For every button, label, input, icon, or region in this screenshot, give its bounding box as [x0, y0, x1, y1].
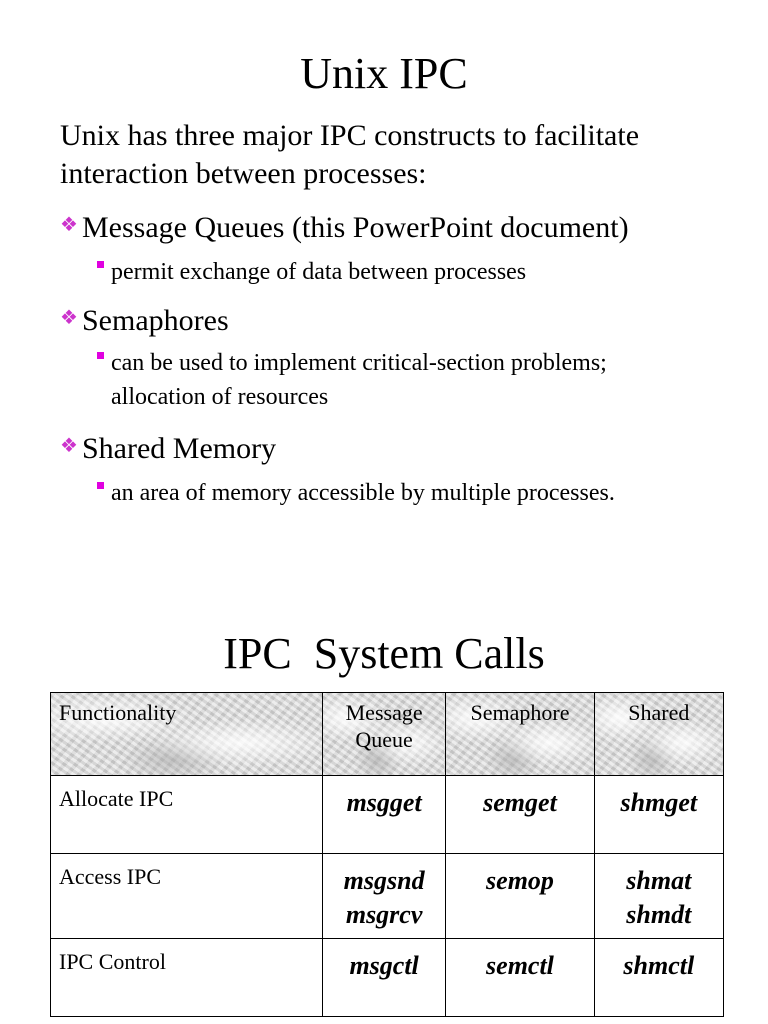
cell-functionality: Allocate IPC	[51, 776, 323, 854]
square-bullet-icon	[97, 482, 104, 489]
cell-message-queue: msgctl	[322, 939, 445, 1017]
bullet-semaphores	[60, 300, 229, 339]
table-header-row	[51, 693, 724, 776]
header-semaphore: Semaphore	[446, 693, 594, 776]
bullet-message-queues	[60, 207, 629, 246]
sub-bullet-shared-memory	[97, 476, 671, 510]
cell-semaphore: semget	[446, 776, 594, 854]
table-row	[51, 939, 724, 1017]
intro-text: Unix has three major IPC constructs to facilitate interaction between processes:	[60, 119, 640, 190]
slide-title-ipc-system-calls: IPC System Calls	[223, 629, 545, 678]
diamond-bullet-icon: ❖	[60, 435, 78, 457]
cell-semaphore: semop	[446, 854, 594, 939]
sub-bullet-text: can be used to implement critical-section problems; allocation of resources	[111, 350, 607, 410]
cell-functionality: IPC Control	[51, 939, 323, 1017]
slide-title-unix-ipc: Unix IPC	[300, 49, 468, 98]
header-shared: Shared	[594, 693, 723, 776]
bullet-shared-memory	[60, 428, 276, 467]
cell-shared: shmget	[594, 776, 723, 854]
cell-semaphore: semctl	[446, 939, 594, 1017]
cell-message-queue: msgget	[322, 776, 445, 854]
diamond-bullet-icon: ❖	[60, 307, 78, 329]
square-bullet-icon	[97, 352, 104, 359]
sub-bullet-text: an area of memory accessible by multiple processes.	[111, 480, 615, 506]
sub-bullet-message-queues	[97, 255, 671, 289]
sub-bullet-text: permit exchange of data between processes	[111, 259, 527, 285]
cell-shared: shmat shmdt	[594, 854, 723, 939]
cell-message-queue: msgsnd msgrcv	[322, 854, 445, 939]
header-message-queue: Message Queue	[322, 693, 445, 776]
sub-bullet-semaphores	[97, 346, 671, 414]
table-row	[51, 854, 724, 939]
table-row	[51, 776, 724, 854]
square-bullet-icon	[97, 261, 104, 268]
cell-shared: shmctl	[594, 939, 723, 1017]
diamond-bullet-icon: ❖	[60, 214, 78, 236]
ipc-system-calls-table	[50, 692, 724, 1017]
bullet-label: Message Queues (this PowerPoint document)	[82, 211, 629, 244]
bullet-label: Shared Memory	[82, 432, 277, 465]
bullet-label: Semaphores	[82, 304, 229, 337]
cell-functionality: Access IPC	[51, 854, 323, 939]
header-functionality: Functionality	[51, 693, 323, 776]
